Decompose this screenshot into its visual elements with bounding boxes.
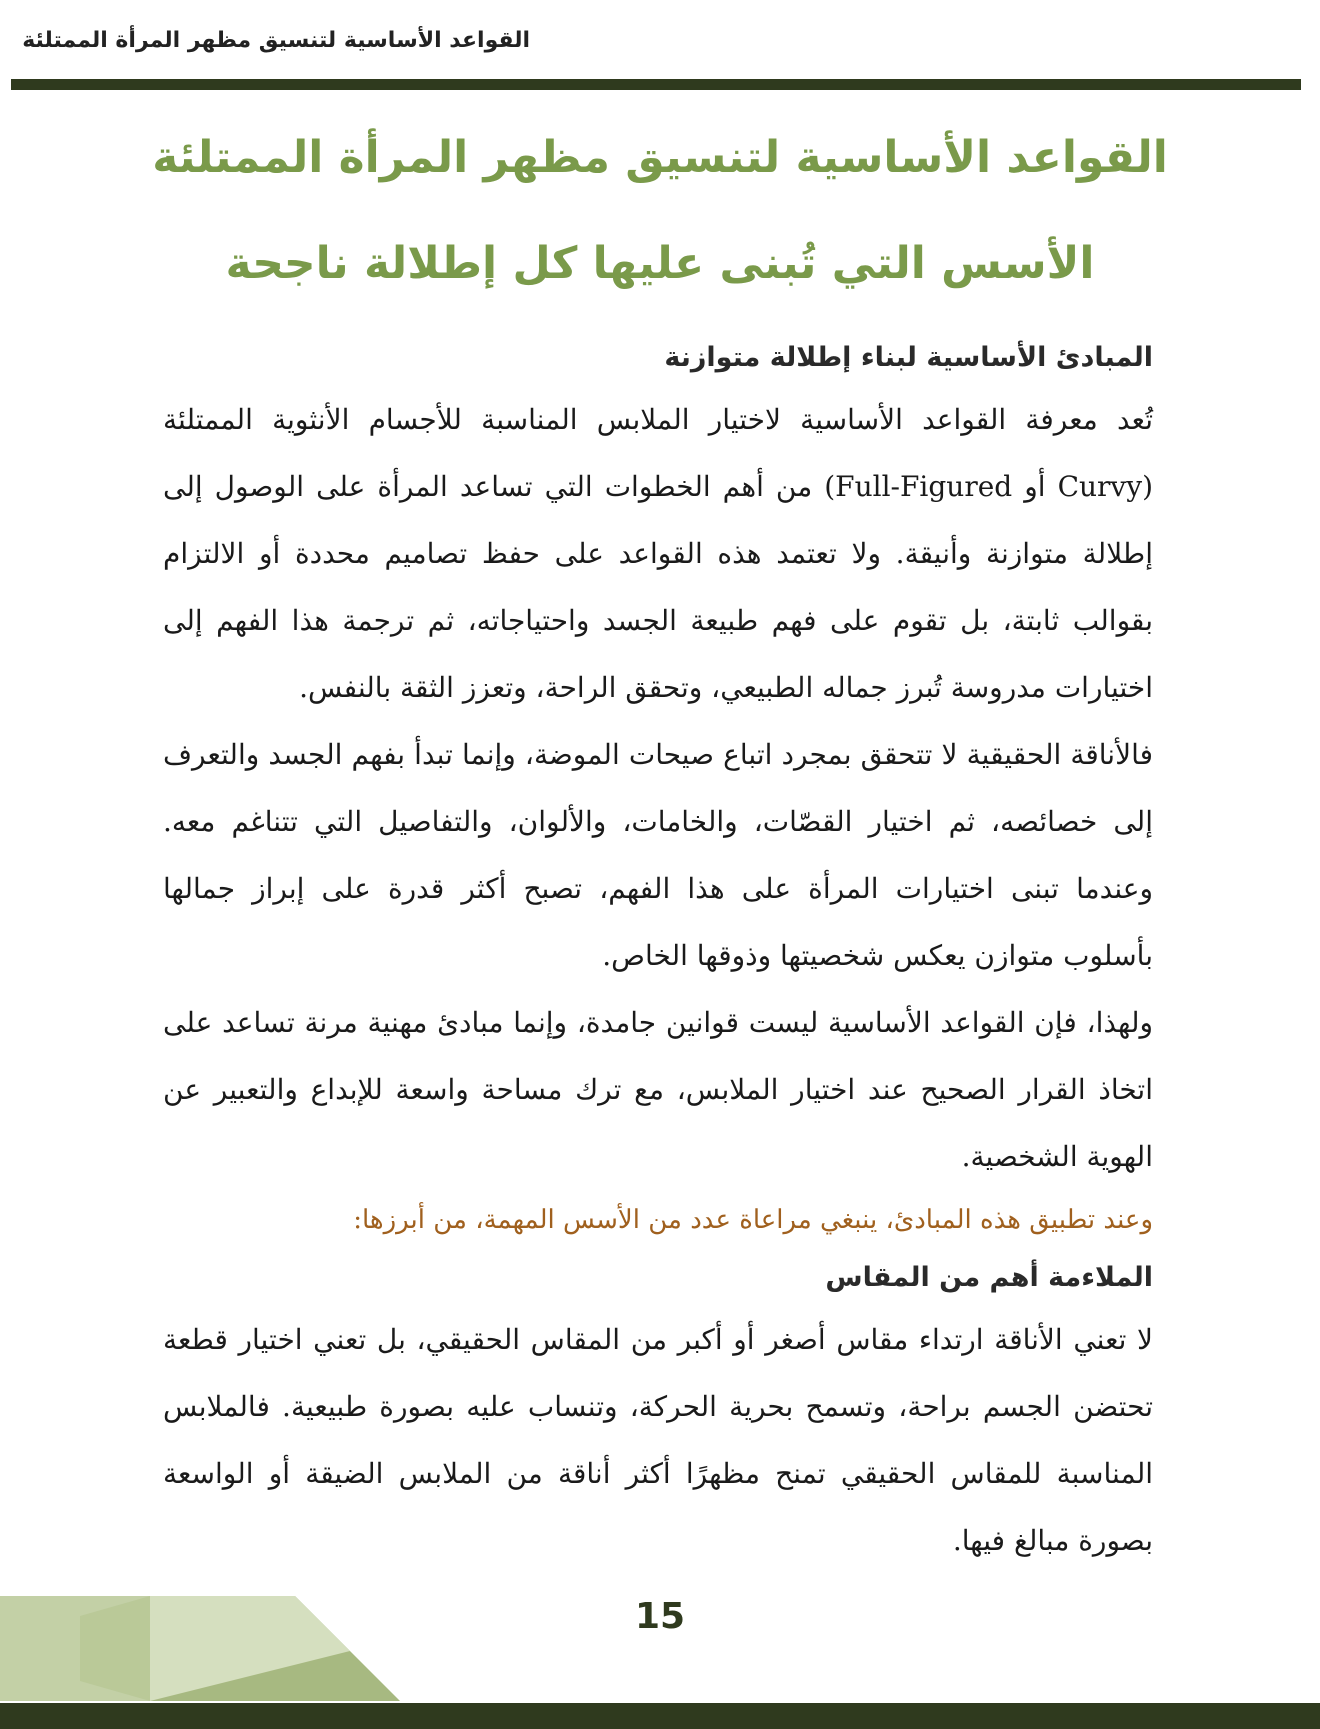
body-paragraph: لا تعني الأناقة ارتداء مقاس أصغر أو أكبر من المقاس الحقيقي، بل تعني اختيار قطعة تحتضن الجسم براحة، وتسمح بحرية الحركة، وتنساب عليه بصورة طبيعية. فالملابس المناسبة للمقاس الحقيقي تمنح مظهرًا أكثر أناقة من الملابس الضيقة أو الواسعة بصورة مبالغ فيها. bbox=[163, 1323, 1154, 1557]
running-header-title: القواعد الأساسية لتنسيق مظهر المرأة الممتلئة bbox=[22, 28, 530, 53]
body-paragraph: فالأناقة الحقيقية لا تتحقق بمجرد اتباع صيحات الموضة، وإنما تبدأ بفهم الجسد والتعرف إلى خصائصه، ثم اختيار القصّات، والخامات، والألوان، والتفاصيل التي تتناغم معه. وعندما تبنى اختيارات المرأة على هذا الفهم، تصبح أكثر قدرة على إبراز جمالها بأسلوب متوازن يعكس شخصيتها وذوقها الخاص. bbox=[163, 738, 1153, 972]
page-title: القواعد الأساسية لتنسيق مظهر المرأة الممتلئة bbox=[152, 132, 1168, 183]
article-body bbox=[163, 330, 1153, 1574]
body-paragraph: ولهذا، فإن القواعد الأساسية ليست قوانين جامدة، وإنما مبادئ مهنية مرنة تساعد على اتخاذ القرار الصحيح عند اختيار الملابس، مع ترك مساحة واسعة للإبداع والتعبير عن الهوية الشخصية. bbox=[163, 1006, 1153, 1173]
body-paragraph: تُعد معرفة القواعد الأساسية لاختيار الملابس المناسبة للأجسام الأنثوية الممتلئة (Curvy أو Full-Figured) من أهم الخطوات التي تساعد المرأة على الوصول إلى إطلالة متوازنة وأنيقة. ولا تعتمد هذه القواعد على حفظ تصاميم محددة أو الالتزام بقوالب ثابتة، بل تقوم على فهم طبيعة الجسد واحتياجاته، ثم ترجمة هذا الفهم إلى اختيارات مدروسة تُبرز جماله الطبيعي، وتحقق الراحة، وتعزز الثقة بالنفس. bbox=[163, 403, 1153, 704]
section-heading: الملاءمة أهم من المقاس bbox=[825, 1262, 1153, 1293]
page-number: 15 bbox=[634, 1596, 686, 1637]
header-rule bbox=[11, 79, 1301, 90]
lead-in-sentence: وعند تطبيق هذه المبادئ، ينبغي مراعاة عدد من الأسس المهمة، من أبرزها: bbox=[353, 1205, 1153, 1235]
footer-rule bbox=[0, 1703, 1320, 1729]
section-heading: المبادئ الأساسية لبناء إطلالة متوازنة bbox=[664, 342, 1153, 373]
page-subtitle: الأسس التي تُبنى عليها كل إطلالة ناجحة bbox=[225, 238, 1095, 289]
